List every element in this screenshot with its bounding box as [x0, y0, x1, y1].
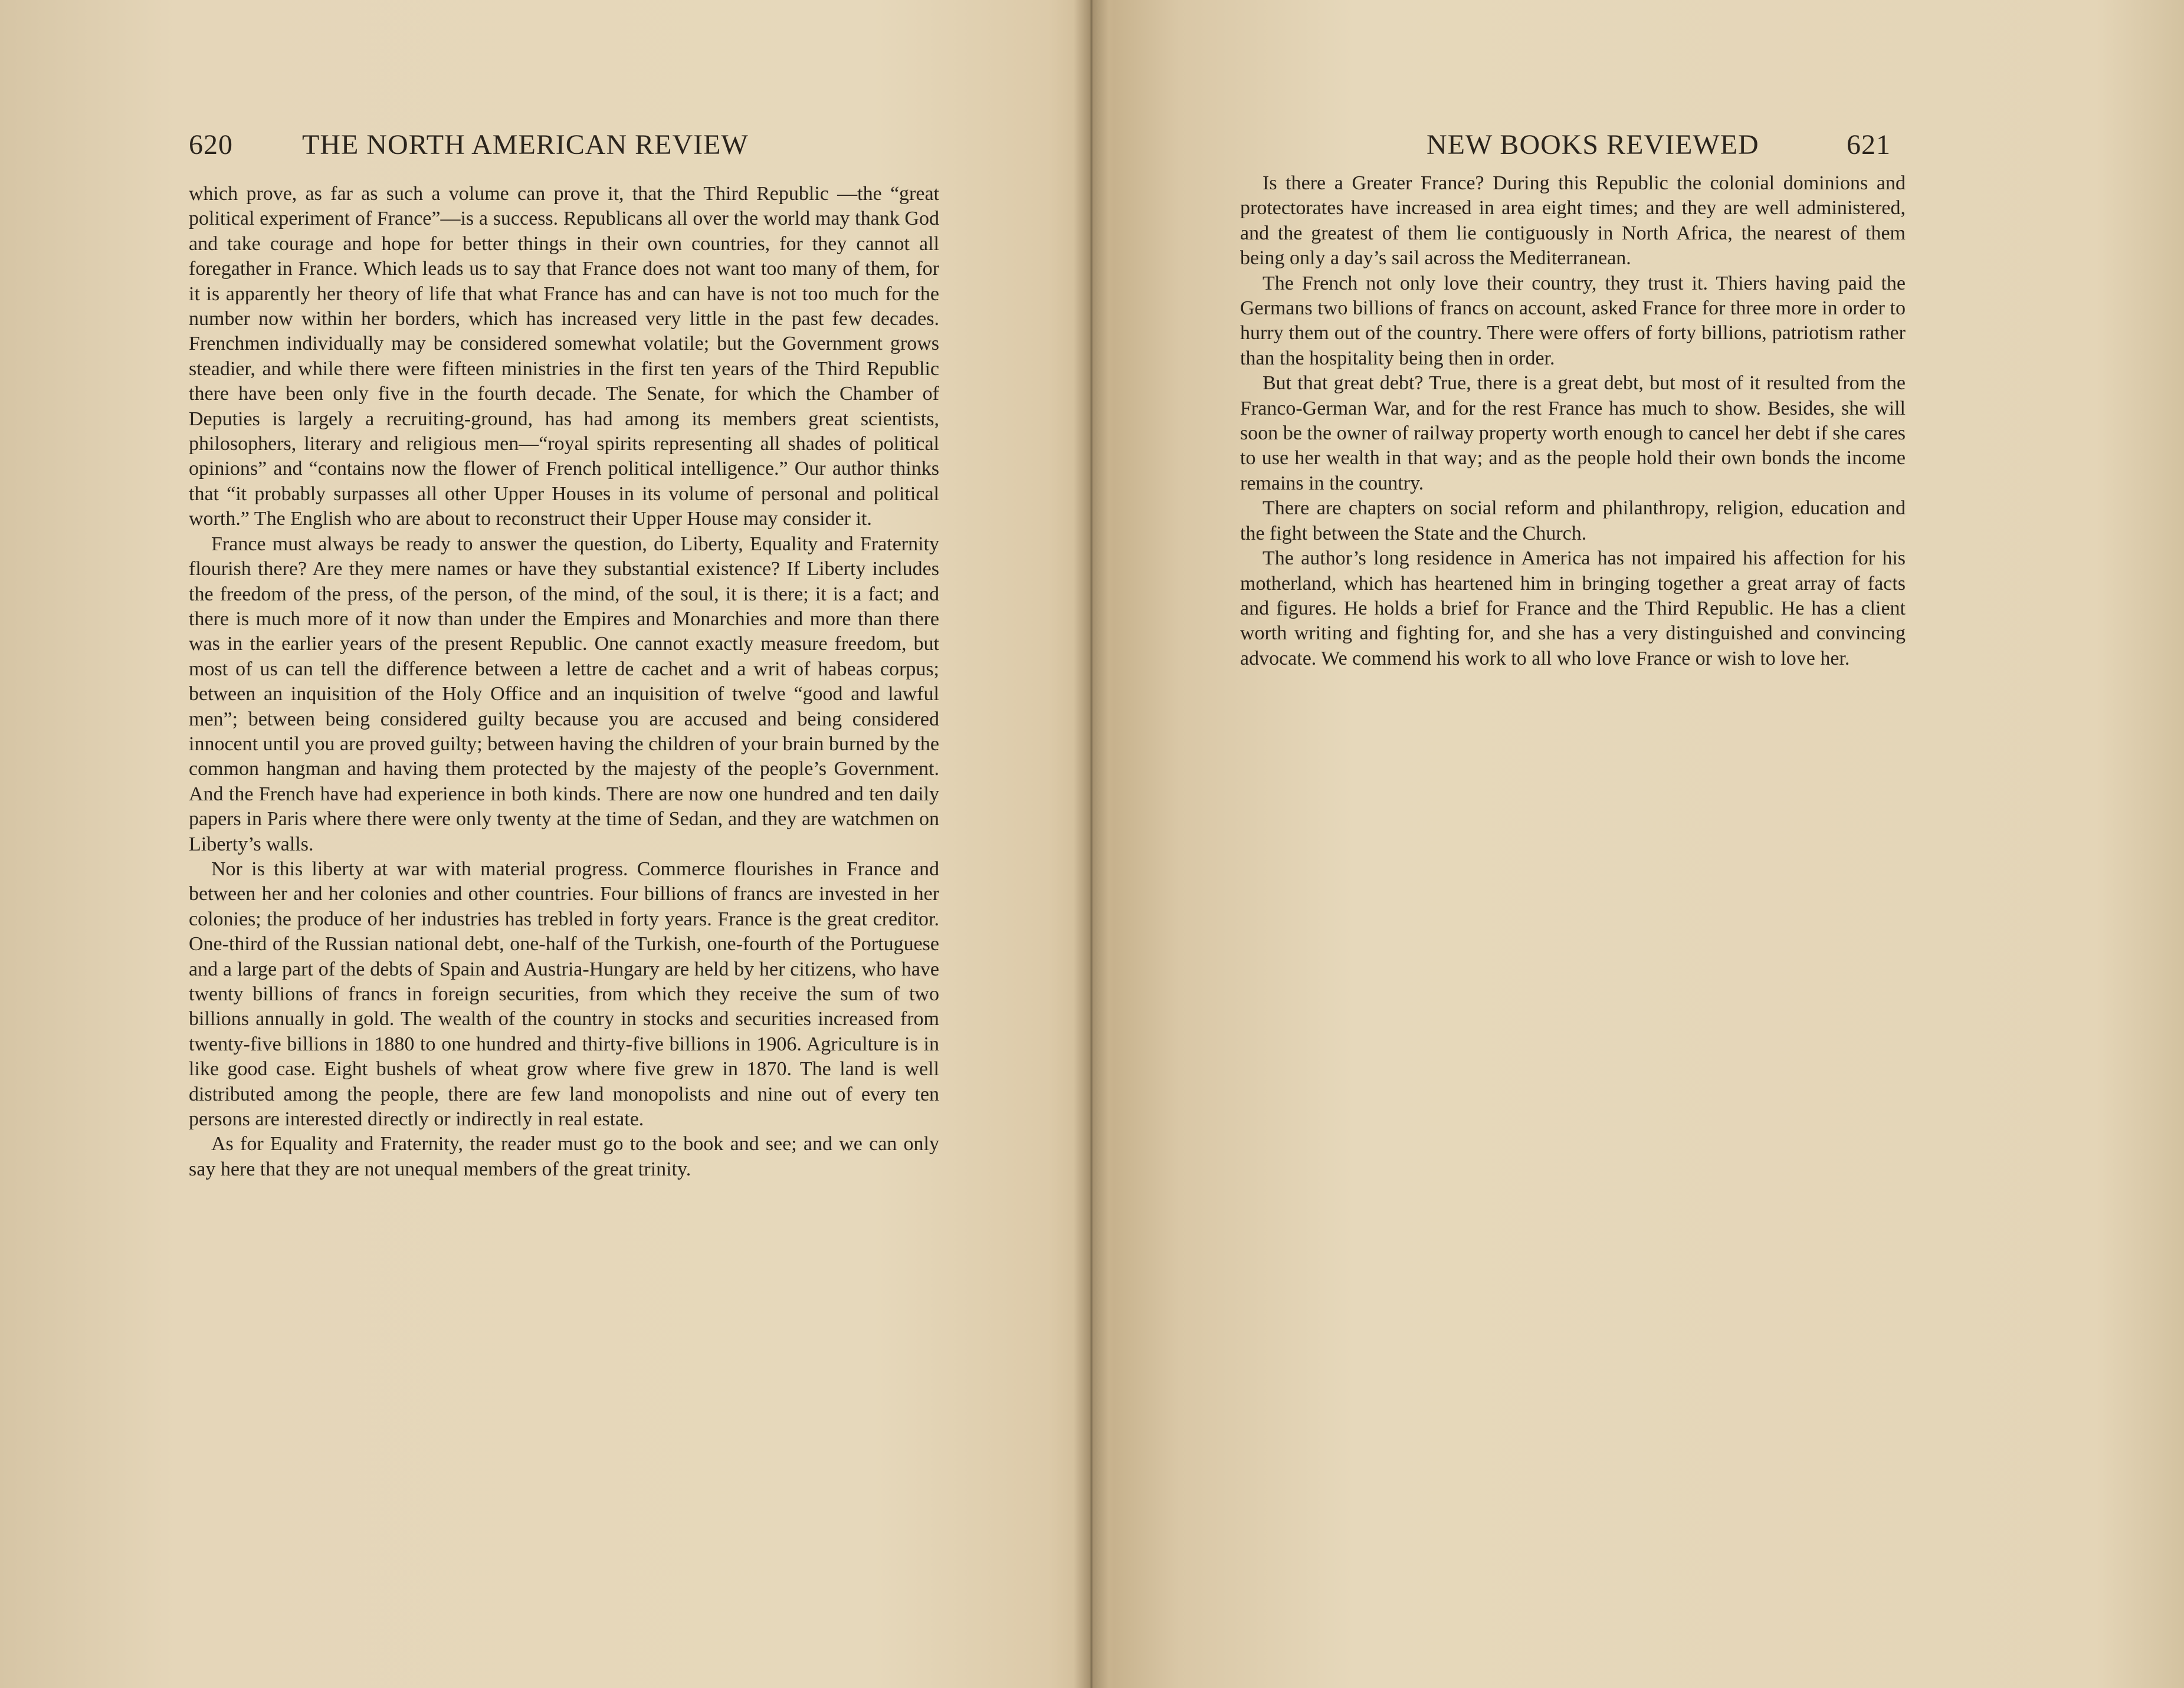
paragraph: The French not only love their country, they trust it. Thiers having paid the Germans two billions of francs on account, asked France for three more in order to hurry them out of the country. There were offers of forty billions, patriotism rather than the hospitality being then in order.	[1240, 272, 1906, 369]
page-number: 621	[1847, 129, 1891, 160]
paragraph: Nor is this liberty at war with material progress. Commerce flourishes in France and between her and her colonies and other countries. Four billions of francs are invested in her colonies; the produce of her industries has trebled in forty years. France is the great creditor. One-third of the Russian national debt, one-half of the Turkish, one-fourth of the Portuguese and a large part of the debts of Spain and Austria-Hungary are held by her citizens, who have twenty billions of francs in foreign securities, from which they receive the sum of two billions annually in gold. The wealth of the country in stocks and securities increased from twenty-five billions in 1880 to one hundred and thirty-five billions in 1906. Agriculture is in like good case. Eight bushels of wheat grow where five grew in 1870. The land is well distributed among the people, there are few land monopolists and nine out of every ten persons are interested directly or indirectly in real estate.	[189, 858, 939, 1131]
running-head: THE NORTH AMERICAN REVIEW	[302, 129, 749, 160]
paragraph: Is there a Greater France? During this Republic the colonial dominions and protectorates have increased in area eight times; and they are well administered, and the greatest of them lie contiguously in North Africa, the nearest of them being only a day’s sail across the Mediterranean.	[1240, 172, 1906, 270]
paragraph: But that great debt? True, there is a great debt, but most of it resulted from the Franco-German War, and for the rest France has much to show. Besides, she will soon be the owner of railway property worth enough to cancel her debt if she cares to use her wealth in that way; and as the people hold their own bonds the income remains in the country.	[1240, 372, 1906, 494]
running-head: NEW BOOKS REVIEWED	[1427, 129, 1759, 160]
paragraph: As for Equality and Fraternity, the reader must go to the book and see; and we can only say here that they are not unequal members of the great trinity.	[189, 1133, 939, 1180]
paragraph: There are chapters on social reform and philanthropy, religion, education and the fight between the State and the Church.	[1240, 497, 1906, 544]
left-page-body	[189, 182, 939, 1182]
left-page	[0, 0, 1091, 1688]
right-page-body	[1240, 171, 1906, 671]
paragraph: France must always be ready to answer the question, do Liberty, Equality and Fraternity flourish there? Are they mere names or have they substantial existence? If Liberty includes the freedom of the press, of the person, of the mind, of the soul, it is there; it is a fact; and there is much more of it now than under the Empires and Monarchies and more than there was in the earlier years of the present Republic. One cannot exactly measure freedom, but most of us can tell the difference between a lettre de cachet and a writ of habeas corpus; between an inquisition of the Holy Office and an inquisition of twelve “good and lawful men”; between being considered guilty because you are accused and being considered innocent until you are proved guilty; between having the children of your brain burned by the common hangman and having them protected by the majesty of the people’s Government. And the French have had experience in both kinds. There are now one hundred and ten daily papers in Paris where there were only twenty at the time of Sedan, and they are watchmen on Liberty’s walls.	[189, 533, 939, 855]
paragraph: which prove, as far as such a volume can prove it, that the Third Republic —the “great political experiment of France”—is a success. Republicans all over the world may thank God and take courage and hope for better things in their own countries, for they cannot all foregather in France. Which leads us to say that France does not want too many of them, for it is apparently her theory of life that what France has and can have is not too much for the number now within her borders, which has increased very little in the past few decades. Frenchmen individually may be considered somewhat volatile; but the Government grows steadier, and while there were fifteen ministries in the first ten years of the Third Republic there have been only five in the fourth decade. The Senate, for which the Chamber of Deputies is largely a recruiting-ground, has had among its members great scientists, philosophers, literary and religious men—“royal spirits representing all shades of political opinions” and “contains now the flower of French political intelligence.” Our author thinks that “it probably surpasses all other Upper Houses in its volume of personal and political worth.” The English who are about to reconstruct their Upper House may consider it.	[189, 183, 939, 530]
right-page	[1091, 0, 2184, 1688]
page-number: 620	[189, 129, 233, 160]
paragraph: The author’s long residence in America has not impaired his affection for his motherland, which has heartened him in bringing together a great array of facts and figures. He holds a brief for France and the Third Republic. He has a client worth writing and fighting for, and she has a very distinguished and convincing advocate. We commend his work to all who love France or wish to love her.	[1240, 547, 1906, 669]
